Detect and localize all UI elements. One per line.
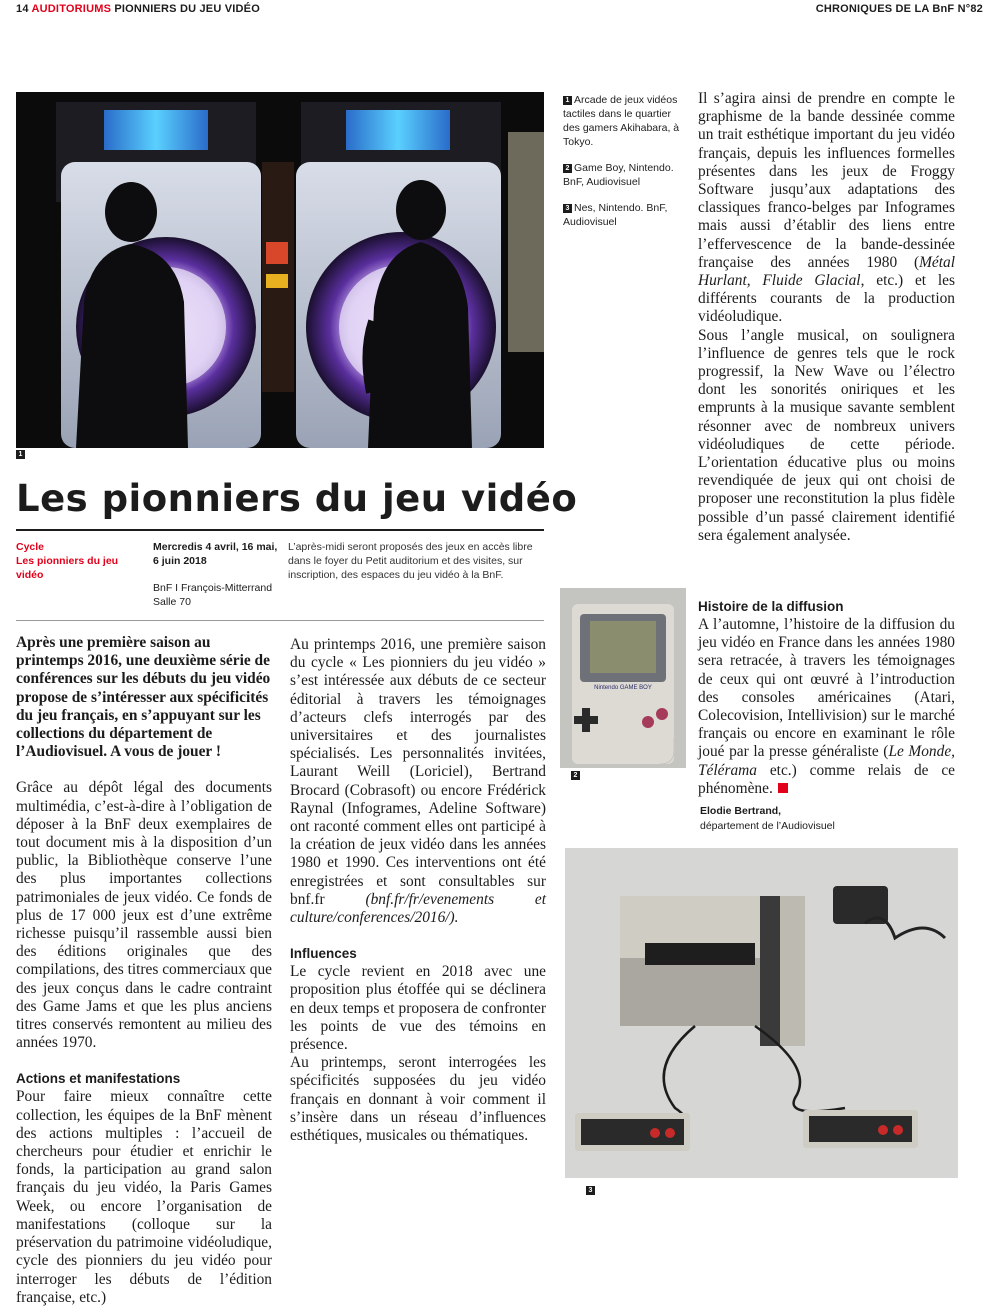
arcade-illustration [16, 92, 544, 448]
cycle-info [16, 540, 141, 582]
paragraph [290, 636, 546, 927]
caption-number: 2 [563, 164, 572, 173]
event-venue [153, 581, 278, 609]
paragraph [698, 90, 955, 327]
end-mark-icon [778, 783, 788, 793]
device-label: Nintendo GAME BOY [594, 685, 652, 691]
photo1-number: 1 [16, 450, 25, 459]
photo3-number: 3 [586, 1186, 595, 1195]
article-column-3-bottom [698, 598, 955, 798]
photo2-number: 2 [571, 771, 580, 780]
paragraph: Pour faire mieux connaître cette collection, les équipes de la BnF mènent des actions multiples : l’accueil de chercheurs pour étudier et enrichir le fonds, la participation au grand salon français du jeu vidéo, la Paris Games Week, ou encore l’organisation de manifestations (colloque sur la préservation du patrimoine vidéoludique, cycle des pionniers du jeu vidéo pour interroger les débuts de l’édition française, etc.) [16, 1088, 272, 1306]
paragraph-text: etc.) comme relais de ce phénomène. [698, 761, 955, 797]
caption [563, 93, 688, 149]
article-link[interactable]: (bnf.fr/fr/evenements et culture/conferences/2016/). [290, 890, 546, 927]
nes-photo [565, 848, 958, 1178]
arcade-photo [16, 92, 544, 448]
author-name: Elodie Bertrand, [700, 805, 782, 817]
author-role: département de l’Audiovisuel [700, 820, 835, 832]
paragraph-text: Au printemps 2016, une première saison du cycle « Les pionniers du jeu vidéo » s’est intéressée aux débuts de ce secteur éditorial à travers les témoignages d’acteurs clefs interrogés par des universitaires et des journalistes spécialisés. Les personnalités invitées, Laurant Weill (Loriciel), Bertrand Brocard (Cobrasoft) ou encore Frédérick Raynal (Infogrames, Adeline Software) ont raconté comment elles ont participé à la création de jeux vidéo dans les années 1980 et 1990. Ces interventions ont été enregistrées et sont consultables sur bnf.fr [290, 636, 546, 908]
header-title: PIONNIERS DU JEU VIDÉO [114, 3, 260, 15]
caption [563, 161, 688, 189]
paragraph-italic: Métal Hurlant, Fluide Glacial [698, 253, 955, 290]
info-divider [16, 620, 544, 621]
cycle-label: Cycle [16, 541, 45, 553]
caption-text: Game Boy, Nintendo. BnF, Audiovisuel [563, 162, 674, 188]
venue-name: BnF I François-Mitterrand [153, 582, 273, 594]
page-number: 14 [16, 3, 29, 15]
nes-illustration [565, 848, 958, 1178]
photo-captions [563, 93, 688, 241]
paragraph: Grâce au dépôt légal des documents multimédia, c’est-à-dire à l’obligation de déposer à la BnF deux exemplaires de tout document mis à la disposition d’un public, la Bibliothèque conserve l’une des plus importantes collections patrimoniales de jeux vidéo. Ce fonds de plus de 17 000 jeux est d’une extrême richesse puisqu’il rassemble aussi bien des éditions originales que des compilations, des titres commerciaux que des jeux conçus dans le cadre contraint des Game Jams et que les plus anciens titres conservés remontent au milieu des années 1970. [16, 779, 273, 1052]
article-lead: Après une première saison au printemps 2016, une deuxième série de conférences sur les débuts du jeu vidéo propose de s’intéresser aux spécificités du jeu français, en s’appuyant sur les collections du département de l’Audiovisuel. A vous de jouer ! [16, 634, 271, 761]
event-description: L’après-midi seront proposés des jeux en accès libre dans le foyer du Petit auditorium et des visites, sur inscription, des espaces du jeu vidéo à la BnF. [288, 541, 533, 581]
article-title: Les pionniers du jeu vidéo [16, 477, 578, 520]
paragraph-text: , etc.) et les différents courants de la production vidéoludique. [698, 272, 955, 326]
title-divider [16, 529, 544, 531]
event-info [16, 538, 544, 620]
venue-room: Salle 70 [153, 596, 191, 608]
gameboy-illustration [560, 588, 686, 768]
event-dates: Mercredis 4 avril, 16 mai, 6 juin 2018 [153, 541, 278, 567]
caption-text: Arcade de jeux vidéos tactiles dans le quartier des gamers Akihabara, à Tokyo. [563, 94, 680, 148]
section-name: AUDITORIUMS [31, 3, 112, 15]
caption-text: Nes, Nintendo. BnF, Audiovisuel [563, 202, 668, 228]
paragraph [698, 616, 955, 798]
subheading-diffusion: Histoire de la diffusion [698, 599, 844, 614]
paragraph: Sous l’angle musical, on soulignera l’influence de genres tels que le rock progressif, la New Wave ou l’électro dont les sonorités oniriques et les emprunts à la musique savante semblent résonner avec de nombreux univers vidéoludiques de cette période. L’orientation éducative plus ou moins revendiquée de jeux qui ont choisi de proposer une reconstitution la plus fidèle possible d’un passé clairement identifié sera également analysée. [698, 326, 955, 544]
caption-number: 1 [563, 96, 572, 105]
page-header-left [16, 3, 260, 15]
publication-name: CHRONIQUES DE LA BnF N°82 [815, 3, 983, 15]
cycle-name: Les pionniers du jeu vidéo [16, 555, 119, 581]
paragraph: Au printemps, seront interrogées les spécificités supposées du jeu vidéo français en donnant à voir comment il s’insère dans un réseau d’influences esthétiques, musicales ou thématiques. [290, 1054, 546, 1145]
paragraph-text: Il s’agira ainsi de prendre en compte le graphisme de la bande dessinée comme un trait esthétique important du jeu vidéo français, depuis les influences formelles présentes dans les jeux de Froggy Software jusqu’aux adaptations des classiques franco-belges par Infogrames mais aussi d’établir des liens entre l’effervescence de la bande-dessinée française des années 1980 ( [698, 90, 955, 271]
subheading-actions: Actions et manifestations [16, 1071, 181, 1087]
paragraph-text: A l’automne, l’histoire de la diffusion du jeu vidéo en France dans les années 1980 sera retracée, à travers les témoignages de ceux qui ont œuvré à l’introduction des consoles américaines (Atari, Colecovision, Intellivision) sur le marché français ou encore en examinant le rôle joué par la presse généraliste ( [698, 616, 955, 761]
article-column-3 [698, 90, 955, 545]
gameboy-photo [560, 588, 686, 768]
caption [563, 201, 688, 229]
article-column-1 [16, 634, 272, 1307]
paragraph-italic: Le Monde, Télérama [698, 743, 955, 779]
subheading-influences: Influences [290, 946, 357, 962]
caption-number: 3 [563, 204, 572, 213]
paragraph: Le cycle revient en 2018 avec une proposition plus étoffée qui se déclinera en deux temps et proposera de confronter les points de vue des témoins en présence. [290, 963, 546, 1054]
article-column-2 [290, 636, 546, 1145]
signature [700, 804, 955, 834]
